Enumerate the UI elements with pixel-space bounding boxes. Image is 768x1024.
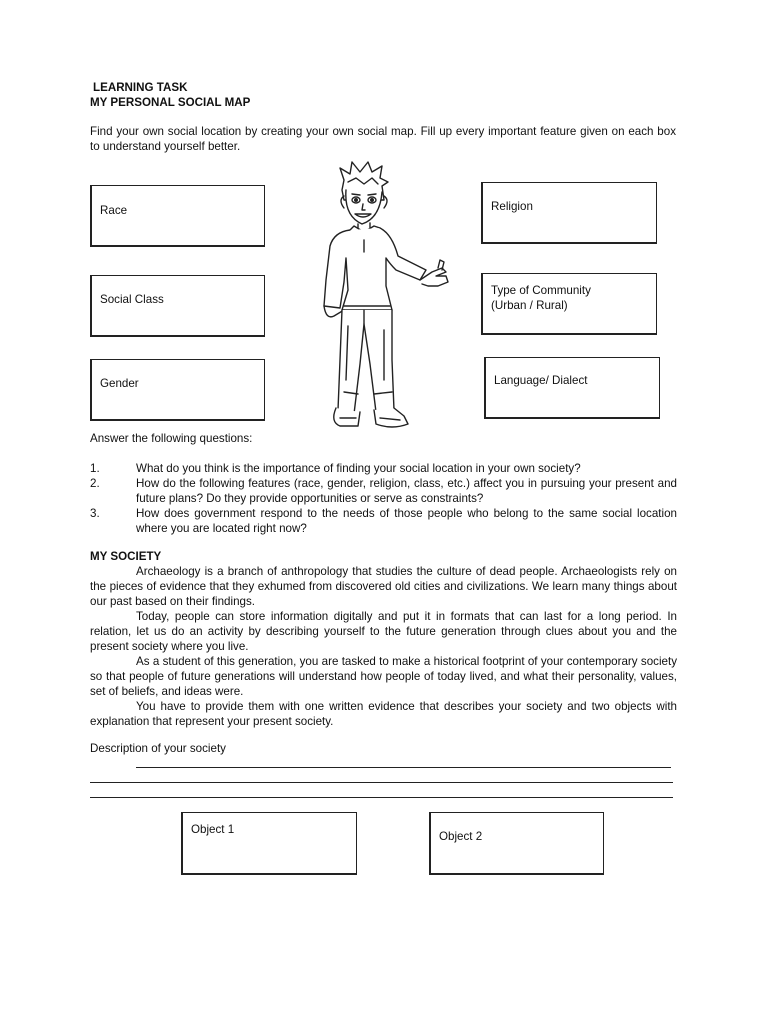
my-society-heading: MY SOCIETY xyxy=(90,550,162,563)
my-society-body xyxy=(90,564,677,729)
community-label: Type of Community xyxy=(491,284,591,297)
description-line[interactable] xyxy=(136,767,671,768)
intro-text: Find your own social location by creating your own social map. Fill up every important feature given on each box to understand yourself better. xyxy=(90,125,676,153)
community-box[interactable] xyxy=(481,273,657,335)
list-item xyxy=(90,506,677,536)
list-item xyxy=(90,461,677,476)
list-item xyxy=(90,476,677,506)
language-box[interactable] xyxy=(484,357,660,419)
boy-figure-icon xyxy=(300,160,470,432)
page-title: MY PERSONAL SOCIAL MAP xyxy=(90,96,251,109)
gender-box[interactable] xyxy=(90,359,265,421)
description-line[interactable] xyxy=(90,797,673,798)
object-1-label: Object 1 xyxy=(191,823,235,836)
society-paragraph: Archaeology is a branch of anthropology that studies the culture of dead people. Archaeologists rely on the pieces of evidence that they exhumed from discovered old cities and civilizations. We learn many things about our past based on their findings. xyxy=(90,565,677,608)
questions-heading: Answer the following questions: xyxy=(90,432,253,445)
society-paragraph: You have to provide them with one written evidence that describes your society and two objects with explanation that represent your present society. xyxy=(90,700,677,728)
religion-label: Religion xyxy=(491,200,533,213)
question-number: 2. xyxy=(90,477,100,490)
question-text: What do you think is the importance of finding your social location in your own society? xyxy=(136,462,581,475)
question-number: 1. xyxy=(90,462,100,475)
object-2-label: Object 2 xyxy=(439,830,483,843)
race-label: Race xyxy=(100,204,128,217)
society-paragraph: Today, people can store information digitally and put it in formats that can last for a long period. In relation, let us do an activity by describing yourself to the future generation through clues about you and the present society where you live. xyxy=(90,610,677,653)
language-label: Language/ Dialect xyxy=(494,374,588,387)
description-line[interactable] xyxy=(90,782,673,783)
society-paragraph: As a student of this generation, you are tasked to make a historical footprint of your contemporary society so that people of future generations will understand how people of today lived, and what their personality, values, set of beliefs, and ideas were. xyxy=(90,655,677,698)
question-list xyxy=(90,461,677,536)
task-label: LEARNING TASK xyxy=(93,81,188,94)
gender-label: Gender xyxy=(100,377,139,390)
question-text: How do the following features (race, gender, religion, class, etc.) affect you in pursuing your present and future plans? Do they provide opportunities or serve as constraints? xyxy=(136,477,677,505)
description-label: Description of your society xyxy=(90,742,226,755)
religion-box[interactable] xyxy=(481,182,657,244)
object-2-box[interactable] xyxy=(429,812,604,875)
social-class-label: Social Class xyxy=(100,293,164,306)
social-class-box[interactable] xyxy=(90,275,265,337)
object-1-box[interactable] xyxy=(181,812,357,875)
race-box[interactable] xyxy=(90,185,265,247)
community-sublabel: (Urban / Rural) xyxy=(491,299,568,312)
question-number: 3. xyxy=(90,507,100,520)
question-text: How does government respond to the needs of those people who belong to the same social location where you are located right now? xyxy=(136,507,677,535)
